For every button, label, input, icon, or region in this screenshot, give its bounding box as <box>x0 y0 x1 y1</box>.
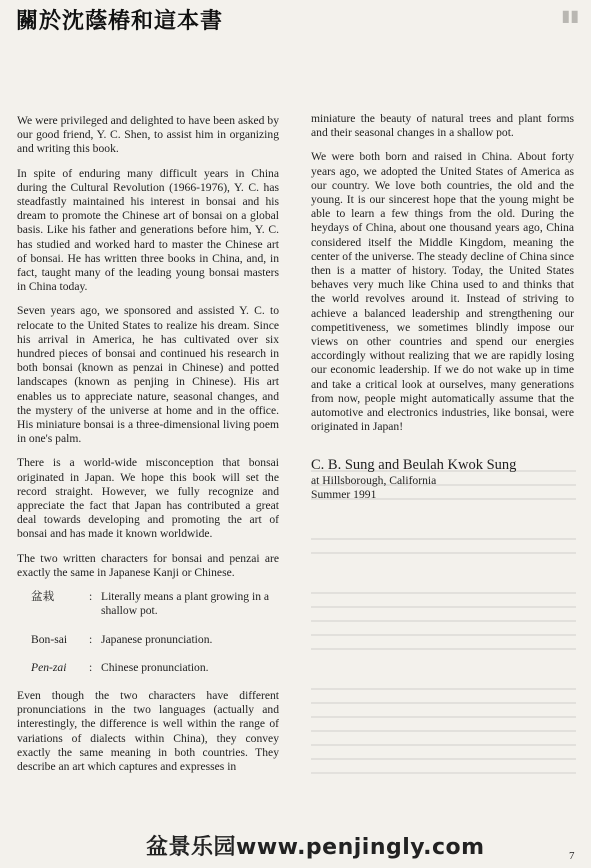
paragraph: The two written characters for bonsai and penzai are exactly the same in Japanese Kanji or Chinese. <box>17 551 279 579</box>
paragraph: Seven years ago, we sponsored and assisted Y. C. to relocate to the United States to realize his dream. Since his arrival in America, he has cultivated over six hundred pieces of bonsai and continued his research in both bonsai (known as penzai in Chinese) and potted landscapes (known as penjing in Chinese). His art enables us to appreciate nature, seasonal changes, and the mystery of the universe at home and in the office. His miniature bonsai is a three-dimensional living poem in one's palm. <box>17 304 279 446</box>
term-list <box>17 590 279 675</box>
signature <box>311 456 574 502</box>
paragraph: Even though the two characters have different pronunciations in the two languages (actually and interestingly, the difference is well within the range of variations of dialects within China), they convey exactly the same meaning in both countries. They describe an art which captures and expresses in <box>17 688 279 773</box>
term-word: Bon-sai <box>31 632 68 646</box>
term-row <box>17 661 279 675</box>
left-column <box>17 114 279 784</box>
signature-names: C. B. Sung and Beulah Kwok Sung <box>311 457 517 474</box>
paragraph: miniature the beauty of natural trees and plant forms and their seasonal changes in a shallow pot. <box>311 112 574 140</box>
term-separator: : <box>89 632 93 646</box>
term-row <box>17 590 279 618</box>
watermark: 盆景乐园www.penjingly.com <box>146 835 485 860</box>
paragraph: There is a world-wide misconception that bonsai originated in Japan. We hope this book will set the record straight. However, we fully recognize and appreciate the fact that Japan has contributed a great deal towards developing and promoting the art of bonsai and has made it known worldwide. <box>17 456 279 541</box>
page-title: 關於沈蔭椿和這本書 <box>16 9 224 34</box>
term-definition: Japanese pronunciation. <box>101 632 213 646</box>
paragraph: In spite of enduring many difficult years in China during the Cultural Revolution (1966-1976), Y. C. has steadfastly maintained his interest in bonsai and his dream to promote the Chinese art of bonsai on a global basis. Like his father and generations before him, Y. C. has studied and worked hard to master the Chinese art of bonsai. He has written three books in China, and, in fact, taught many of the leading young bonsai masters in China today. <box>17 166 279 294</box>
term-word: 盆栽 <box>31 590 55 604</box>
show-through-lines <box>311 470 576 786</box>
term-row <box>17 633 279 647</box>
right-column <box>311 112 574 502</box>
term-definition: Literally means a plant growing in a shallow pot. <box>101 590 270 618</box>
signature-location: at Hillsborough, California <box>311 474 437 488</box>
paragraph: We were both born and raised in China. About forty years ago, we adopted the United States of America as our country. We love both countries, the old and the young. It is our sincerest hope that the young might be able to learn a few things from the old. During the heydays of China, about one thousand years ago, China considered itself the Middle Kingdom, meaning the center of the universe. The steady decline of China since then is a matter of history. Today, the United States behaves very much like China used to and thinks that the world revolves around it. Instead of striving to achieve a balanced leadership and strengthening our competitiveness, we sometimes blindly impose our views on other countries and spend our energies accordingly without realizing that we are rapidly losing our economic leadership. If we do not wake up in time and take a critical look at ourselves, many generations from now, people might automatically assume that the automotive and electronics industries, like bonsai, were originated in Japan! <box>311 150 574 434</box>
signature-date: Summer 1991 <box>311 488 377 502</box>
paragraph: We were privileged and delighted to have been asked by our good friend, Y. C. Shen, to assist him in organizing and writing this book. <box>17 114 279 156</box>
term-separator: : <box>89 660 93 674</box>
corner-mark: ▮▮ <box>561 6 579 25</box>
term-definition: Chinese pronunciation. <box>101 660 209 674</box>
term-word: Pen-zai <box>31 660 67 674</box>
page-number: 7 <box>569 850 575 862</box>
term-separator: : <box>89 590 93 604</box>
